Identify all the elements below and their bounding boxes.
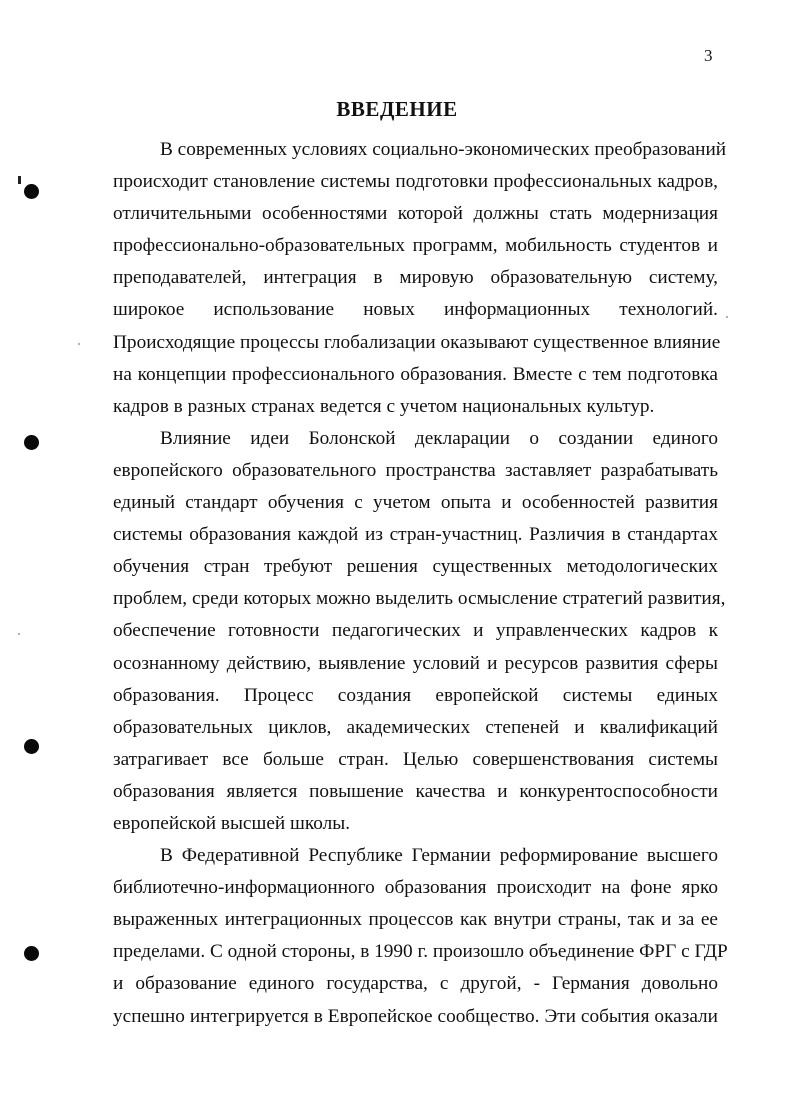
text-line: европейской высшей школы. xyxy=(113,812,351,834)
binder-hole-mark xyxy=(24,435,39,450)
text-line: широкое использование новых информационных технологий. xyxy=(113,299,718,321)
paragraph-1 xyxy=(113,134,727,423)
page-number: 3 xyxy=(704,46,713,65)
text-line: успешно интегрируется в Европейское сообщество. Эти события оказали xyxy=(113,1005,718,1027)
text-line: обучения стран требуют решения существенных методологических xyxy=(113,556,718,578)
text-line: выраженных интеграционных процессов как внутри страны, так и за ее xyxy=(113,909,718,931)
paragraph-2 xyxy=(113,423,726,840)
binder-hole-mark xyxy=(24,946,39,961)
text-line: образования. Процесс создания европейской системы единых xyxy=(113,684,718,706)
text-line: библиотечно-информационного образования происходит на фоне ярко xyxy=(113,877,718,899)
text-line: затрагивает все больше стран. Целью совершенствования системы xyxy=(113,748,718,770)
text-line: отличительными особенностями которой должны стать модернизация xyxy=(113,203,718,225)
scan-tick-mark xyxy=(18,176,21,184)
paragraph-3 xyxy=(113,840,728,1033)
text-line: В современных условиях социально-экономических преобразований xyxy=(160,139,727,160)
body-text xyxy=(113,134,728,1033)
text-line: Происходящие процессы глобализации оказывают существенное влияние xyxy=(113,331,721,353)
text-line: осознанному действию, выявление условий и ресурсов развития сферы xyxy=(113,652,718,674)
text-line: на концепции профессионального образования. Вместе с тем подготовка xyxy=(113,363,718,385)
text-line: европейского образовательного пространства заставляет разрабатывать xyxy=(113,459,718,481)
text-line: преподавателей, интеграция в мировую образовательную систему, xyxy=(113,267,718,289)
text-line: пределами. С одной стороны, в 1990 г. произошло объединение ФРГ с ГДР xyxy=(113,941,728,963)
text-line: происходит становление системы подготовки профессиональных кадров, xyxy=(113,171,718,193)
text-line: проблем, среди которых можно выделить осмысление стратегий развития, xyxy=(113,588,726,610)
text-line: системы образования каждой из стран-участниц. Различия в стандартах xyxy=(113,524,718,546)
binder-hole-mark xyxy=(24,739,39,754)
section-title: ВВЕДЕНИЕ xyxy=(336,97,458,121)
text-line: Влияние идеи Болонской декларации о создании единого xyxy=(160,427,718,449)
binder-hole-mark xyxy=(24,184,39,199)
text-line: кадров в разных странах ведется с учетом национальных культур. xyxy=(113,395,655,417)
scan-speck xyxy=(78,343,80,345)
text-line: обеспечение готовности педагогических и управленческих кадров к xyxy=(113,620,718,642)
text-line: и образование единого государства, с другой, - Германия довольно xyxy=(113,973,718,995)
scan-speck xyxy=(726,316,728,318)
text-line: образовательных циклов, академических степеней и квалификаций xyxy=(113,716,718,738)
scan-speck xyxy=(18,633,20,635)
text-line: В Федеративной Республике Германии реформирование высшего xyxy=(160,845,718,867)
text-line: образования является повышение качества и конкурентоспособности xyxy=(113,780,718,802)
text-line: профессионально-образовательных программ, мобильность студентов и xyxy=(113,235,718,257)
text-line: единый стандарт обучения с учетом опыта и особенностей развития xyxy=(113,492,718,514)
